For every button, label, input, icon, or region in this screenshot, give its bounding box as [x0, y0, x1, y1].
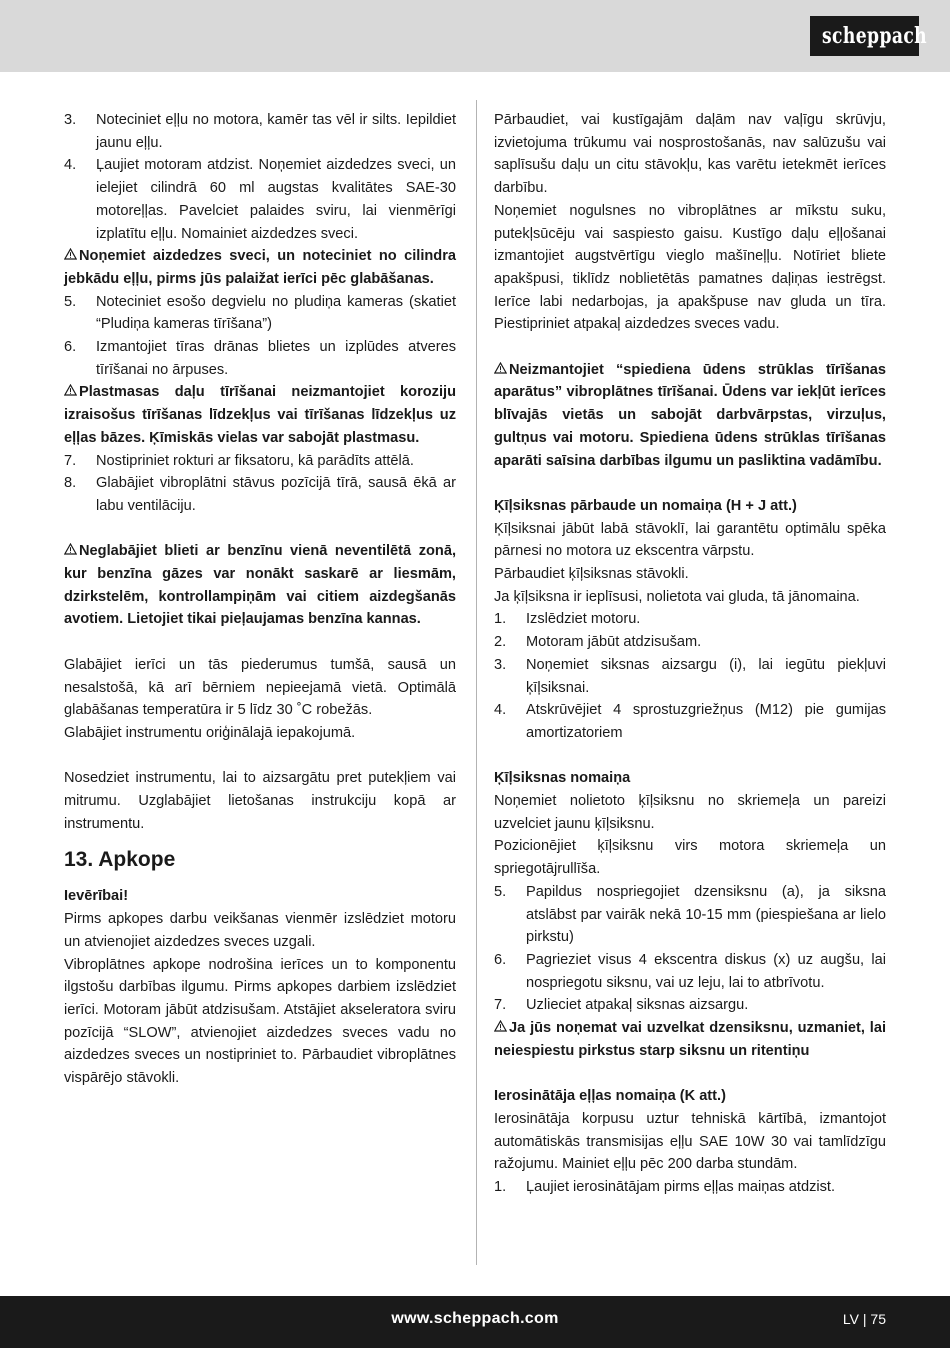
warning-triangle-icon	[494, 359, 509, 382]
list-text: Motoram jābūt atdzisušam.	[526, 634, 702, 651]
list-text: Pagrieziet visus 4 ekscentra diskus (x) uz augšu, lai nospriegotu siksnu, vai uz leju, lai to atbrīvotu.	[526, 951, 886, 991]
brand-logo	[810, 16, 928, 56]
list-number: 1.	[494, 1178, 507, 1195]
list-number: 3.	[494, 656, 507, 673]
warning-note	[494, 359, 886, 473]
list-text: Izmantojiet tīras drānas blietes un izplūdes atveres tīrīšanai no ārpuses.	[96, 339, 456, 378]
list-text: Izslēdziet motoru.	[526, 611, 641, 628]
paragraph: Pirms apkopes darbu veikšanas vienmēr izslēdziet motoru un atvienojiet aizdedzes sveces uzgali.	[64, 911, 456, 950]
list-number: 2.	[494, 634, 507, 651]
paragraph: Noņemiet nogulsnes no vibroplātnes ar mīkstu suku, putekļsūcēju vai saspiesto gaisu. Kustīgo daļu eļļošanai izmantojiet augstvērtīgu vieglo mašīneļļu. Notīriet bliete apakšpusi, tiklīdz noblietētās pamatnes daļiņas iestrēgst. Ierīce labi nedarbojas, ja apakšpuse nav gluda un tīra. Piestipriniet atpakaļ aizdedzes sveces vadu.	[494, 202, 886, 333]
spacer	[494, 472, 886, 495]
brand-logo-text: scheppach	[821, 23, 928, 49]
list-item	[494, 608, 886, 631]
spacer	[64, 745, 456, 768]
list-item	[494, 631, 886, 654]
spacer	[494, 745, 886, 768]
list-number: 7.	[494, 997, 507, 1014]
footer-band	[0, 1296, 950, 1348]
subsection-heading: Ierosinātāja eļļas nomaiņa (K att.)	[494, 1088, 726, 1105]
paragraph: Noņemiet nolietoto ķīļsiksnu no skriemeļa un pareizi uzvelciet jaunu ķīļsiksnu.	[494, 793, 886, 832]
column-divider	[476, 100, 477, 1265]
paragraph: Glabājiet ierīci un tās piederumus tumšā, sausā un nesalstošā, kā arī bērniem nepieejamā vietā. Optimālā glabāšanas temperatūra ir 5 līdz 30 ˚C robežās.	[64, 656, 456, 719]
list-number: 8.	[64, 475, 77, 492]
list-text: Papildus nospriegojiet dzensiksnu (a), ja siksna atslābst par vairāk nekā 10-15 mm (piespiešana ar lielo pirkstu)	[526, 883, 886, 946]
list-item	[64, 154, 456, 245]
list-item	[494, 949, 886, 994]
right-column	[494, 109, 886, 1199]
warning-note	[64, 381, 456, 449]
website-link[interactable]: www.scheppach.com	[391, 1310, 559, 1327]
list-number: 4.	[494, 702, 507, 719]
paragraph: Pozicionējiet ķīļsiksnu virs motora skriemeļa un spriegotājrullīša.	[494, 838, 886, 878]
warning-triangle-icon	[494, 1017, 509, 1040]
list-text: Noteciniet esošo degvielu no pludiņa kameras (skatiet “Pludiņa kameras tīrīšana”)	[96, 293, 456, 333]
section-heading: 13. Apkope	[64, 848, 176, 872]
list-item	[494, 654, 886, 699]
spacer	[494, 336, 886, 359]
list-item	[494, 881, 886, 949]
page-number: LV | 75	[842, 1311, 886, 1327]
list-item	[494, 1176, 886, 1199]
list-item	[64, 291, 456, 336]
list-number: 5.	[494, 883, 507, 900]
warning-text: Neglabājiet blieti ar benzīnu vienā neventilētā zonā, kur benzīna gāzes var nonākt saskarē ar liesmām, dzirkstelēm, kontrollampiņām vai citiem aizdegšanās avotiem. Lietojiet tikai pieļaujamas benzīna kannas.	[64, 543, 456, 628]
list-text: Ļaujiet motoram atdzist. Noņemiet aizdedzes sveci, un ielejiet cilindrā 60 ml augstas kvalitātes SAE-30 motoreļļas. Pavelciet palaides sviru, lai vienmērīgi izplatītu eļļu. Nomainiet aizdedzes sveci.	[96, 157, 456, 242]
paragraph: Vibroplātnes apkope nodrošina ierīces un to komponentu ilgstošu darbības ilgumu. Pirms apkopes darbiem izslēdziet ierīci. Motoram jābūt atdzisušam. Atstājiet akseleratora sviru pozīcijā “SLOW”, atvienojiet aizdedzes sveces vadu no aizdedzes sveces un nostipriniet to. Pārbaudiet vibroplātnes vispārējo stāvokli.	[64, 956, 456, 1087]
list-number: 4.	[64, 157, 77, 174]
warning-text: Neizmantojiet “spiediena ūdens strūklas tīrīšanas aparātus” vibroplātnes tīrīšanai. Ūdens var iekļūt ierīces blīvajās vietās un sabojāt darbvārpstas, virzuļus, gultņus vai motoru. Spiediena ūdens strūklas tīrīšanas aparāti saīsina darbības ilgumu un pasliktina vadāmību.	[494, 361, 886, 469]
warning-triangle-icon	[64, 540, 79, 563]
warning-note	[64, 245, 456, 290]
paragraph: Nosedziet instrumentu, lai to aizsargātu pret putekļiem vai mitrumu. Uzglabājiet lietošanas instrukciju kopā ar instrumentu.	[64, 770, 456, 832]
paragraph: Ja ķīļsiksna ir ieplīsusi, nolietota vai gluda, tā jānomaina.	[494, 588, 860, 605]
paragraph: Ierosinātāja korpusu uztur tehniskā kārtībā, izmantojot automātiskās transmisijas eļļu SAE 10W 30 vai tamlīdzīgu ražojumu. Mainiet eļļu pēc 200 darba stundām.	[494, 1110, 886, 1173]
warning-note	[494, 1017, 886, 1062]
warning-triangle-icon	[64, 381, 79, 404]
paragraph: Ķīļsiksnai jābūt labā stāvoklī, lai garantētu optimālu spēka pārnesi no motora uz ekscentra vārpstu.	[494, 520, 886, 560]
warning-text: Ja jūs noņemat vai uzvelkat dzensiksnu, uzmaniet, lai neiespiestu pirkstus starp siksnu un ritentiņu	[494, 1020, 886, 1059]
left-column	[64, 109, 456, 1090]
list-number: 7.	[64, 452, 77, 469]
subsection-heading: Ķīļsiksnas nomaiņa	[494, 770, 631, 787]
list-number: 6.	[64, 339, 77, 356]
attention-label: Ievērībai!	[64, 888, 129, 905]
list-number: 6.	[494, 951, 507, 968]
list-text: Nostipriniet rokturi ar fiksatoru, kā parādīts attēlā.	[96, 452, 414, 469]
paragraph: Glabājiet instrumentu oriģinālajā iepakojumā.	[64, 724, 356, 741]
list-number: 5.	[64, 293, 77, 310]
spacer	[494, 1062, 886, 1085]
list-number: 1.	[494, 611, 507, 628]
warning-text: Noņemiet aizdedzes sveci, un noteciniet no cilindra jebkādu eļļu, pirms jūs palaižat ierīci pēc glabāšanas.	[64, 248, 456, 287]
paragraph: Pārbaudiet, vai kustīgajām daļām nav vaļīgu skrūvju, izvietojuma trūkumu vai nosprostošanās, nav salūzušu vai saplīsušu daļu un citu stāvokļu, kas varētu ietekmēt ierīces darbību.	[494, 112, 886, 197]
list-item	[64, 336, 456, 381]
subsection-heading: Ķīļsiksnas pārbaude un nomaiņa (H + J att.)	[494, 497, 797, 514]
list-item	[64, 472, 456, 517]
list-text: Uzlieciet atpakaļ siksnas aizsargu.	[526, 997, 749, 1014]
spacer	[64, 518, 456, 541]
list-text: Noņemiet siksnas aizsargu (i), lai iegūtu piekļuvi ķīļsiksnai.	[526, 656, 886, 696]
list-text: Ļaujiet ierosinātājam pirms eļļas maiņas atdzist.	[526, 1178, 836, 1195]
paragraph: Pārbaudiet ķīļsiksnas stāvokli.	[494, 566, 689, 583]
warning-note	[64, 540, 456, 631]
warning-text: Plastmasas daļu tīrīšanai neizmantojiet koroziju izraisošus tīrīšanas līdzekļus vai tīrīšanas līdzekļus uz eļļas bāzes. Ķīmiskās vielas var sabojāt plastmasu.	[64, 384, 456, 446]
header-band	[0, 0, 950, 72]
list-item	[494, 699, 886, 744]
list-text: Glabājiet vibroplātni stāvus pozīcijā tīrā, sausā ēkā ar labu ventilāciju.	[96, 475, 456, 514]
spacer	[64, 631, 456, 654]
list-number: 3.	[64, 112, 77, 128]
list-item	[64, 450, 456, 473]
list-item	[64, 109, 456, 154]
list-text: Atskrūvējiet 4 sprostuzgriežņus (M12) pie gumijas amortizatoriem	[526, 702, 886, 741]
list-text: Noteciniet eļļu no motora, kamēr tas vēl ir silts. Iepildiet jaunu eļļu.	[96, 112, 456, 151]
list-item	[494, 994, 886, 1017]
warning-triangle-icon	[64, 245, 79, 268]
